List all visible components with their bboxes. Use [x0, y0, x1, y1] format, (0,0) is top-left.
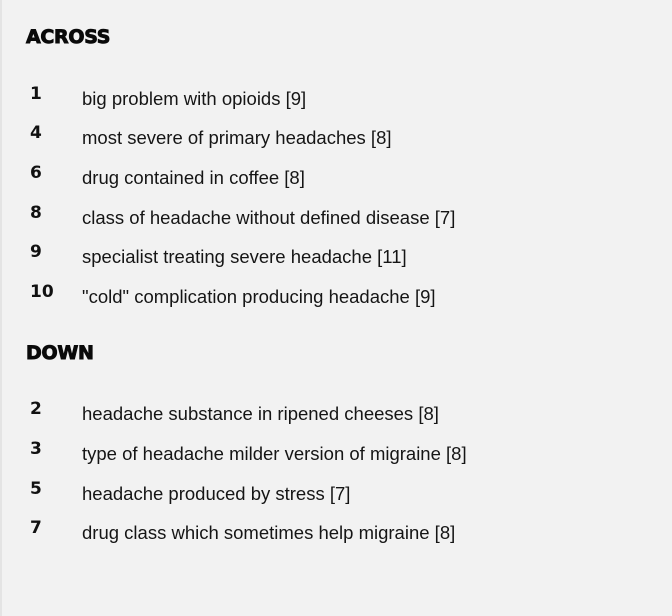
down-clue-5	[26, 479, 656, 509]
across-clue-8	[26, 203, 656, 233]
across-clue-1	[26, 84, 656, 114]
clue-number: 7	[30, 518, 42, 538]
clue-number: 4	[30, 123, 42, 143]
across-heading: ACROSS	[26, 26, 111, 48]
across-clue-6	[26, 163, 656, 193]
clue-text: specialist treating severe headache [11]	[82, 246, 407, 267]
clue-text: type of headache milder version of migraine [8]	[82, 443, 467, 464]
clue-number: 10	[30, 282, 54, 302]
clue-number: 5	[30, 479, 42, 499]
across-clue-10	[26, 282, 656, 312]
down-heading: DOWN	[26, 342, 94, 364]
clue-text: big problem with opioids [9]	[82, 88, 307, 109]
clue-number: 1	[30, 84, 42, 104]
clue-text: class of headache without defined disease [7]	[82, 207, 456, 228]
across-clue-9	[26, 242, 656, 272]
clue-number: 3	[30, 439, 42, 459]
clue-text: headache substance in ripened cheeses [8]	[82, 403, 439, 424]
clue-number: 8	[30, 203, 42, 223]
clue-text: "cold" complication producing headache [9]	[82, 286, 436, 307]
down-clue-2	[26, 399, 656, 429]
down-clue-3	[26, 439, 656, 469]
clue-number: 6	[30, 163, 42, 183]
clue-text: drug class which sometimes help migraine [8]	[82, 522, 456, 543]
left-border	[0, 0, 2, 616]
clue-number: 2	[30, 399, 42, 419]
clue-text: drug contained in coffee [8]	[82, 167, 305, 188]
clue-text: most severe of primary headaches [8]	[82, 127, 392, 148]
down-clue-7	[26, 518, 656, 548]
clue-number: 9	[30, 242, 42, 262]
clue-text: headache produced by stress [7]	[82, 483, 351, 504]
across-clue-4	[26, 123, 656, 153]
